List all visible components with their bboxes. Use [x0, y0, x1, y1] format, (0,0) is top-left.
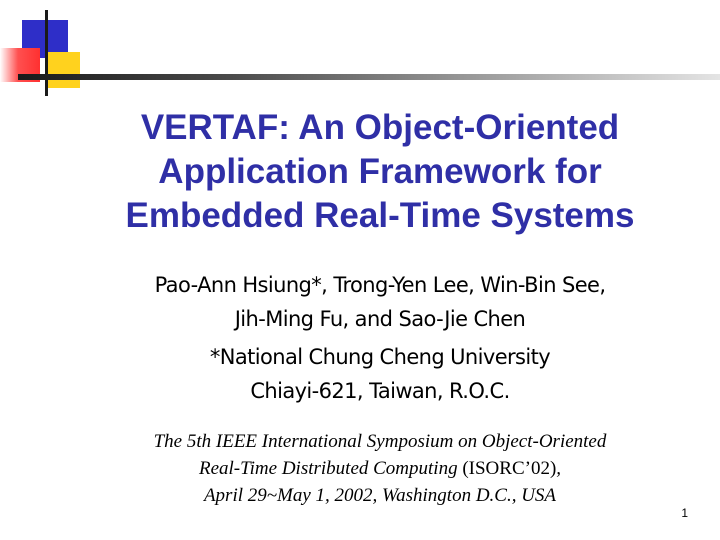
- decorative-yellow-square: [46, 52, 80, 88]
- conference-info: [40, 428, 720, 509]
- affiliation: [40, 340, 720, 408]
- conference-line-2: [40, 455, 720, 482]
- affiliation-line-2: Chiayi-621, Taiwan, R.O.C.: [250, 379, 510, 403]
- slide-title: [40, 106, 720, 238]
- title-line-2: Application Framework for: [158, 152, 602, 191]
- page-number: 1: [681, 506, 688, 520]
- decorative-vertical-line: [45, 10, 48, 96]
- affiliation-line-1: *National Chung Cheng University: [209, 345, 551, 369]
- authors-line-2: Jih-Ming Fu, and Sao-Jie Chen: [234, 307, 526, 331]
- conference-name-italic: Real-Time Distributed Computing: [198, 458, 458, 479]
- conference-acronym: (ISORC’02): [457, 458, 557, 479]
- conference-line-1: The 5th IEEE International Symposium on Object-Oriented: [153, 431, 607, 452]
- authors: [40, 268, 720, 336]
- title-line-1: VERTAF: An Object-Oriented: [140, 108, 620, 147]
- conference-comma: ,: [556, 458, 562, 479]
- decorative-horizontal-rule: [18, 74, 720, 80]
- title-line-3: Embedded Real-Time Systems: [125, 196, 635, 235]
- authors-line-1: Pao-Ann Hsiung*, Trong-Yen Lee, Win-Bin See,: [154, 273, 606, 297]
- conference-line-3: April 29~May 1, 2002, Washington D.C., USA: [203, 485, 557, 506]
